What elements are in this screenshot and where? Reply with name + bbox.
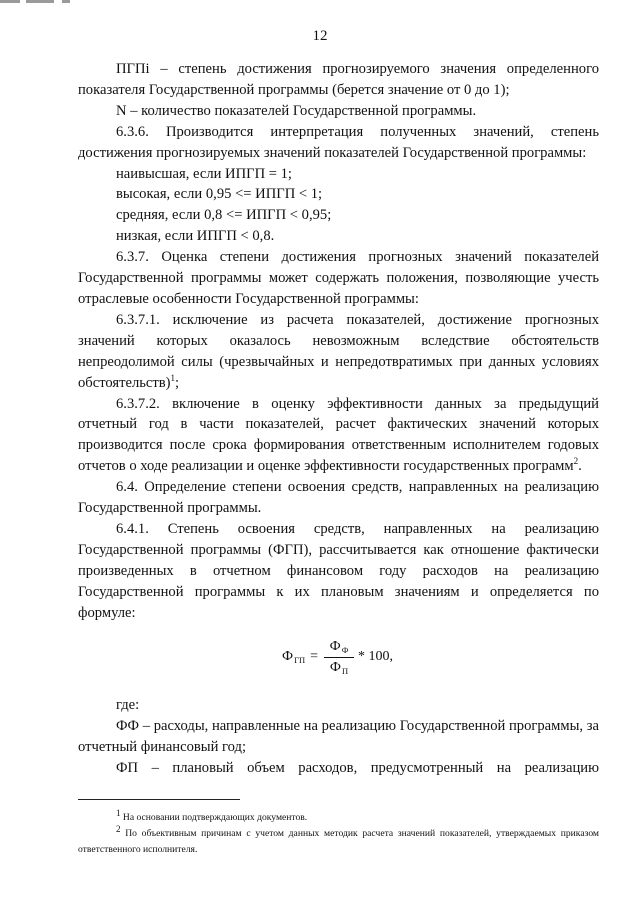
footnote: $^1$ На основании подтверждающих документов. bbox=[116, 807, 308, 823]
paragraph: 6.3.6. Производится интерпретация полученных значений, степень достижения прогнозируемых значений показателей Государственной программы: bbox=[78, 123, 599, 161]
paragraph: где: bbox=[116, 697, 140, 713]
list-item: высокая, если 0,95 <= ИПГП < 1; bbox=[116, 186, 323, 203]
footnote-ref: 1 bbox=[170, 372, 176, 383]
scan-artifact bbox=[62, 0, 70, 3]
footnote-ref: 2 bbox=[573, 456, 579, 467]
formula-legend bbox=[78, 695, 599, 779]
list-item: низкая, если ИПГП < 0,8. bbox=[116, 228, 275, 245]
formula-multiplier: * 100, bbox=[358, 649, 394, 664]
paragraph: 6.3.7. Оценка степени достижения прогнозных значений показателей Государственной программы может содержать положения, позволяющие учесть отраслевые особенности Государственной программы: bbox=[78, 249, 599, 307]
list-item: средняя, если 0,8 <= ИПГП < 0,95; bbox=[116, 207, 332, 224]
paragraph: 6.4.1. Степень освоения средств, направленных на реализацию Государственной программы (ФГП), рассчитывается как отношение фактически произведенных в отчетном финансовом году расходов на реализацию Государственной программы к их плановым значениям и определяется по формуле: bbox=[78, 520, 599, 621]
paragraph: ФП – плановый объем расходов, предусмотренный на реализацию bbox=[116, 759, 599, 776]
paragraph: ФФ – расходы, направленные на реализацию Государственной программы, за отчетный финансовый год; bbox=[78, 717, 599, 755]
footnote-divider bbox=[78, 799, 240, 800]
paragraph: 6.4. Определение степени освоения средств, направленных на реализацию Государственной программы. bbox=[78, 479, 599, 517]
scan-artifact bbox=[0, 0, 20, 3]
paragraph: 6.3.7.1. исключение из расчета показателей, достижение прогнозных значений которых оказалось невозможным вследствие обстоятельств непреодолимой силы (чрезвычайных и непредотвратимых при данных условиях обстоятельств)$^1$; bbox=[78, 311, 599, 391]
paragraph: N – количество показателей Государственной программы. bbox=[116, 102, 477, 119]
formula-fraction bbox=[324, 639, 354, 676]
body-text bbox=[78, 59, 599, 623]
list-item: наивысшая, если ИПГП = 1; bbox=[116, 165, 292, 182]
paragraph: 6.3.7.2. включение в оценку эффективности данных за предыдущий отчетный год в части показателей, расчет фактических значений которых производится после срока формирования ответственным исполнителем годовых отчетов о ходе реализации и оценке эффективности государственных программ$^2$. bbox=[78, 395, 599, 475]
paragraph: ПГПi – степень достижения прогнозируемого значения определенного показателя Государственной программы (берется значение от 0 до 1); bbox=[78, 61, 599, 98]
footnote: $^2$ По объективным причинам с учетом данных методик расчета значений показателей, утверждаемых приказом ответственного исполнителя. bbox=[78, 823, 599, 855]
scan-artifact bbox=[26, 0, 54, 3]
formula-denominator: $Ф_П$ bbox=[329, 659, 349, 676]
formula bbox=[282, 632, 393, 682]
page-number: 12 bbox=[312, 28, 328, 44]
footnotes bbox=[78, 807, 599, 858]
formula-numerator: $Ф_Ф$ bbox=[329, 638, 349, 655]
formula-equals: = bbox=[310, 649, 319, 664]
formula-lhs: $Ф_{ГП}$ bbox=[282, 649, 306, 665]
